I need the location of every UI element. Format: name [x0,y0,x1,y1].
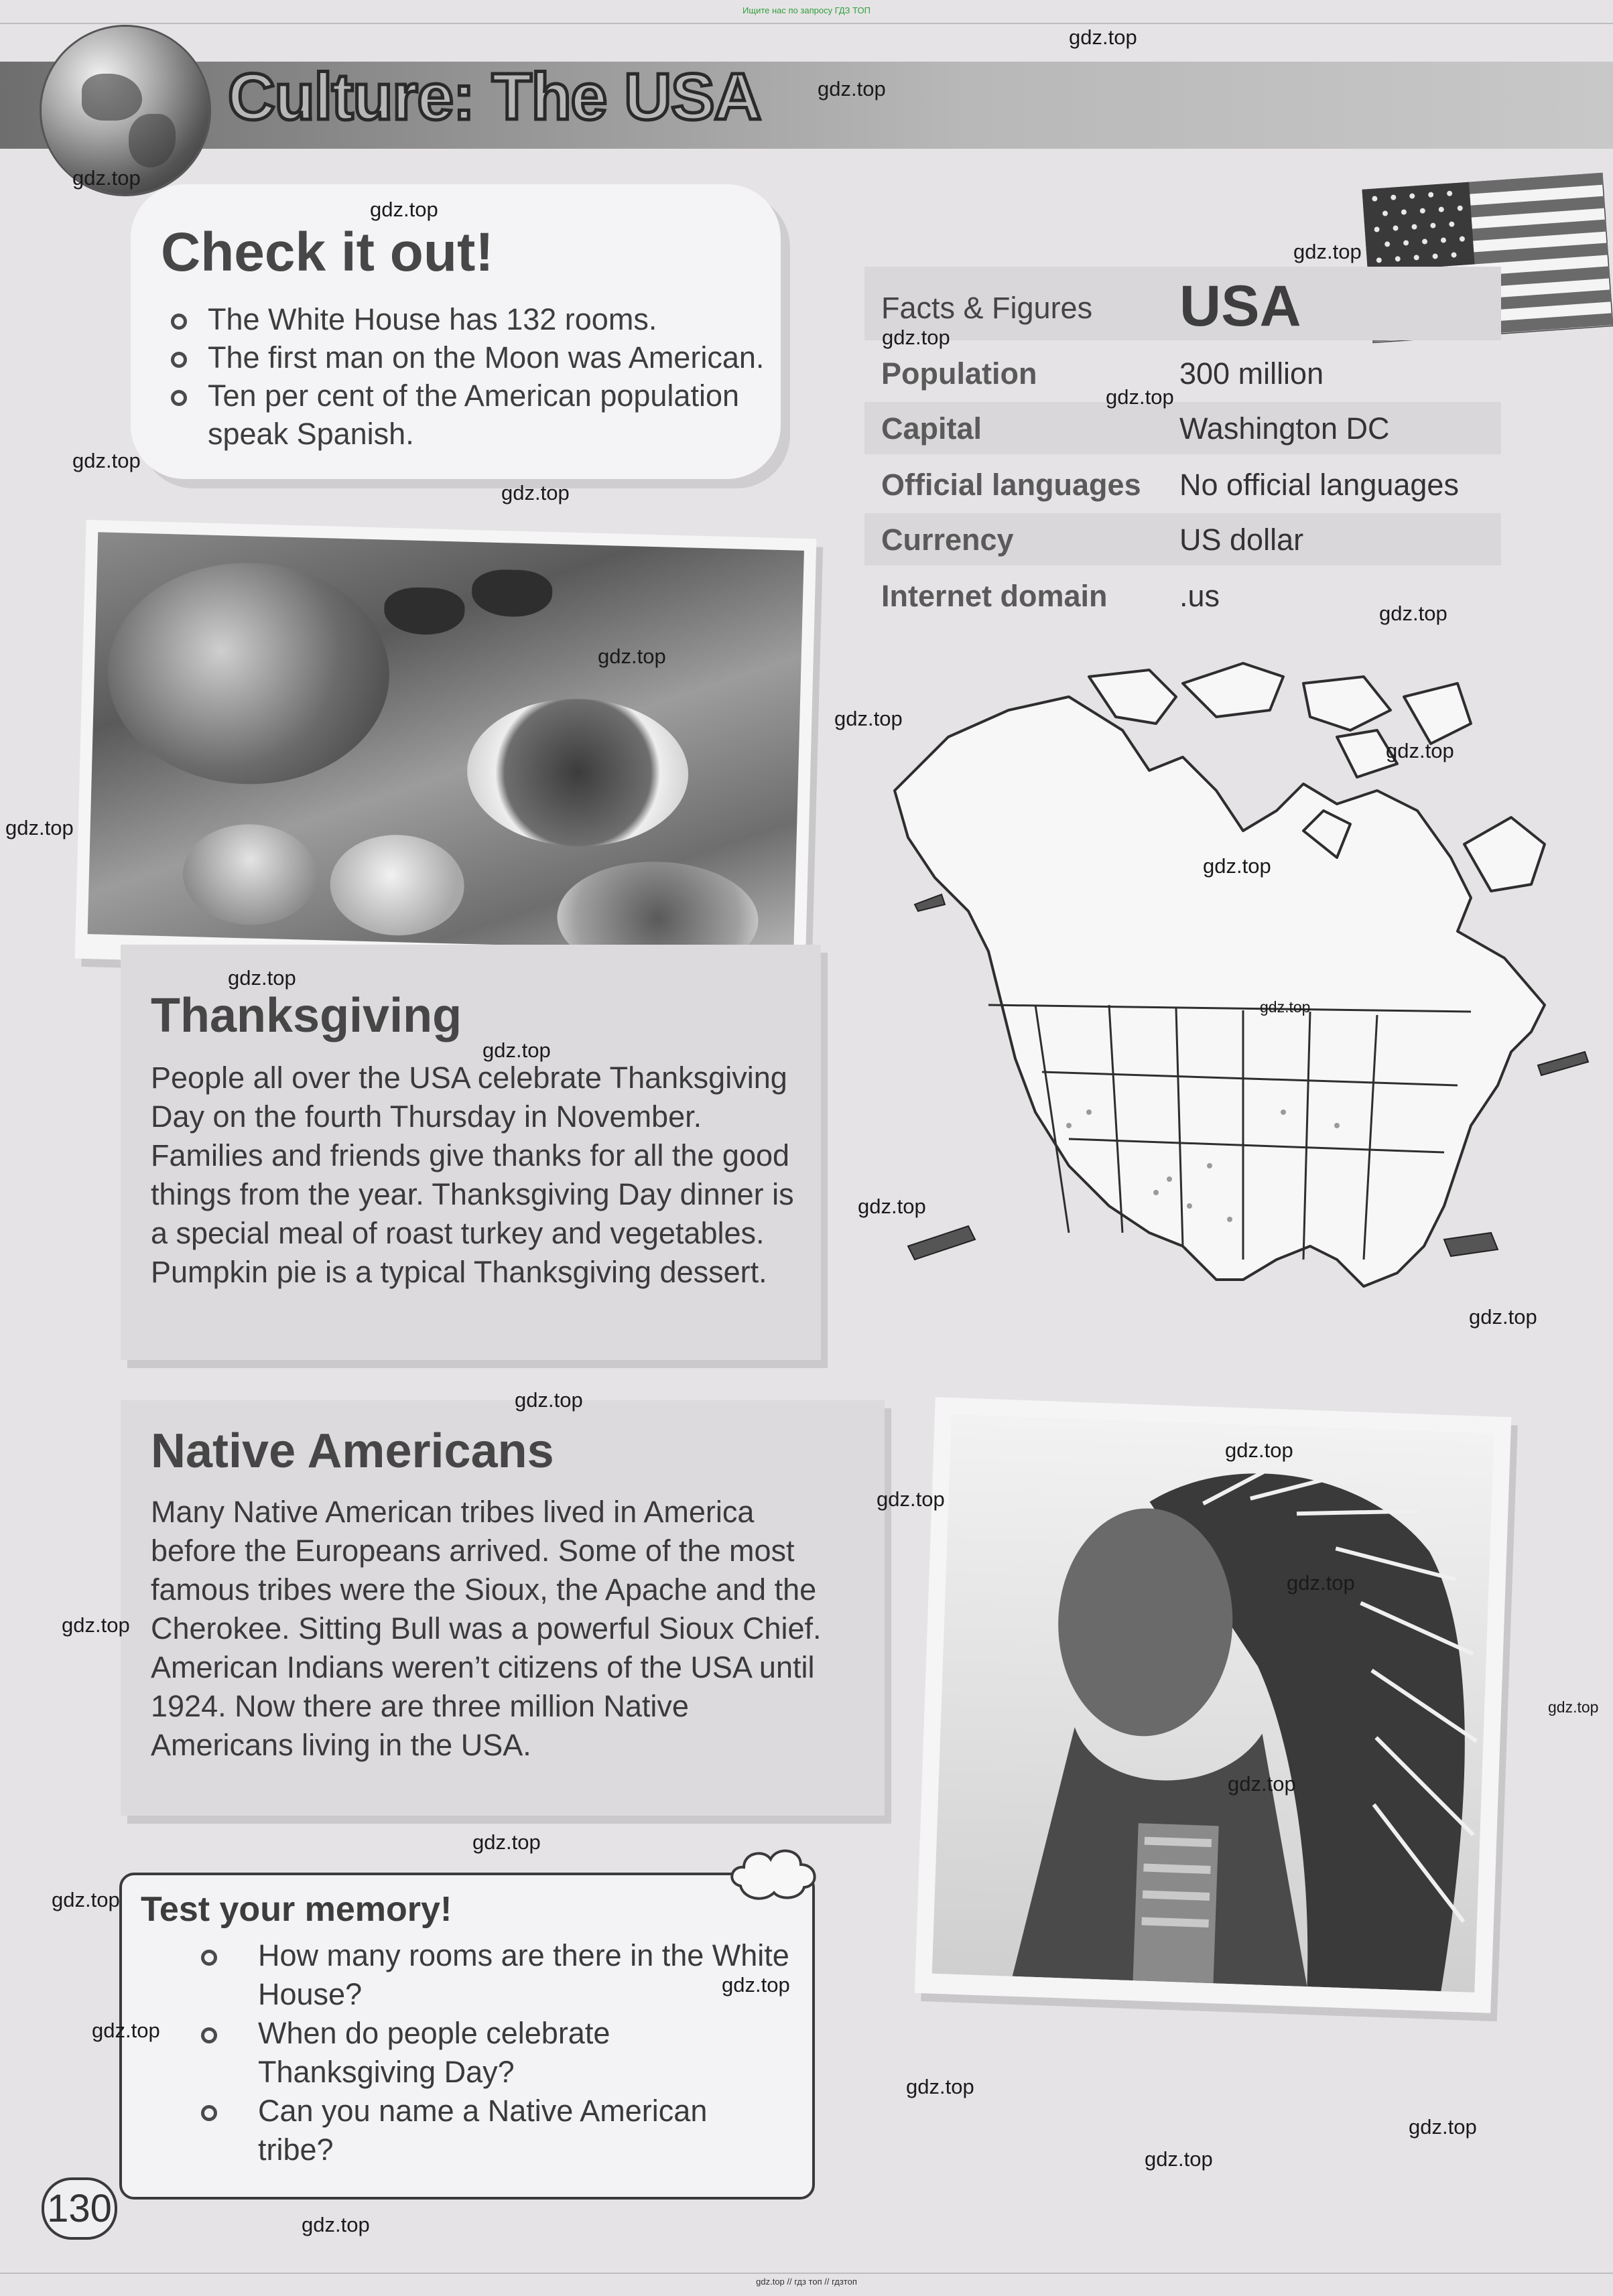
watermark: gdz.top [906,2075,974,2098]
watermark: gdz.top [1409,2115,1477,2139]
bottom-banner[interactable]: gdz.top // гдз топ // гдзтоп [756,2277,857,2287]
table-row [864,458,1501,511]
watermark: gdz.top [1228,1772,1296,1796]
watermark: gdz.top [1106,385,1174,409]
table-row [864,402,1501,454]
watermark: gdz.top [858,1195,926,1218]
watermark: gdz.top [1379,602,1447,625]
watermark: gdz.top [370,198,438,221]
check-it-out-list [171,300,774,453]
watermark: gdz.top [1548,1698,1599,1716]
watermark: gdz.top [1287,1571,1355,1595]
top-divider [0,23,1613,24]
watermark: gdz.top [1260,998,1311,1016]
fact-label: Capital [881,411,982,446]
watermark: gdz.top [72,449,141,472]
watermark: gdz.top [882,326,950,349]
fact-label: Official languages [881,468,1141,502]
watermark: gdz.top [1225,1438,1293,1462]
watermark: gdz.top [1069,25,1137,49]
thanksgiving-text: People all over the USA celebrate Thanksgiving Day on the fourth Thursday in November. Families and friends give thanks for all the good things from the year. Thanksgiving Day dinner is a special meal of roast turkey and vegetables. Pumpkin pie is a typical Thanksgiving dessert. [151,1061,794,1289]
check-it-out-title: Check it out! [161,222,494,283]
watermark: gdz.top [72,166,141,190]
fact-label: Currency [881,523,1014,557]
fact-label: Population [881,356,1037,391]
table-row [864,513,1501,565]
list-item: How many rooms are there in the White House? [201,1936,791,2014]
north-america-map [868,657,1592,1333]
watermark: gdz.top [62,1613,130,1637]
watermark: gdz.top [92,2019,160,2042]
fact-label: Internet domain [881,579,1108,613]
watermark: gdz.top [515,1388,583,1412]
fact-value: 300 million [1179,356,1324,391]
watermark: gdz.top [1469,1305,1537,1329]
native-americans-text: Many Native American tribes lived in America before the Europeans arrived. Some of the most famous tribes were the Sioux, the Apache and the Cherokee. Sitting Bull was a powerful Sioux Chief. American Indians weren’t citizens of the USA until 1924. Now there are three million Native Americans living in the USA. [151,1495,822,1762]
test-memory-list [201,1936,791,2169]
watermark: gdz.top [472,1830,541,1854]
glass [471,569,553,618]
watermark: gdz.top [52,1888,120,1911]
watermark: gdz.top [5,816,74,839]
watermark: gdz.top [1293,240,1362,263]
page-title: Culture: The USA [228,60,761,133]
page-number: 130 [42,2177,117,2240]
fact-value: No official languages [1179,468,1459,502]
watermark: gdz.top [818,77,886,100]
dish [556,859,759,952]
watermark: gdz.top [834,707,903,730]
salad-plate [465,696,690,850]
watermark: gdz.top [482,1038,551,1062]
bottom-divider [0,2273,1613,2274]
list-item: When do people celebrate Thanksgiving Day? [201,2014,791,2092]
watermark: gdz.top [501,481,570,504]
fact-value: .us [1179,579,1220,613]
fact-value: Washington DC [1179,411,1390,446]
watermark: gdz.top [722,1973,790,1997]
sitting-bull-photo [915,1397,1512,2013]
facts-heading-value: USA [1179,274,1301,338]
watermark: gdz.top [228,966,296,990]
facts-heading-label: Facts & Figures [881,291,1093,325]
native-americans-title: Native Americans [151,1424,554,1478]
list-item: Ten per cent of the American population speak Spanish. [171,377,774,453]
turkey [105,559,392,788]
watermark: gdz.top [302,2213,370,2236]
table-row [864,347,1501,399]
pumpkin [329,833,466,937]
watermark: gdz.top [877,1487,945,1511]
fact-value: US dollar [1179,523,1304,557]
test-memory-title: Test your memory! [141,1890,452,1929]
bowl [182,823,318,927]
watermark: gdz.top [1386,739,1454,762]
thanksgiving-photo-image [88,532,804,952]
thanksgiving-title: Thanksgiving [151,989,462,1042]
thought-cloud-icon [727,1846,821,1906]
list-item: The White House has 132 rooms. [171,300,774,338]
watermark: gdz.top [598,645,666,668]
glass [383,587,465,636]
watermark: gdz.top [1145,2147,1213,2171]
watermark: gdz.top [1203,854,1271,878]
top-banner[interactable]: Ищите нас по запросу ГДЗ ТОП [743,5,870,15]
list-item: Can you name a Native American tribe? [201,2092,791,2169]
facts-header-row [864,267,1501,340]
thanksgiving-photo [75,520,817,977]
portrait-illustration [932,1414,1494,1993]
list-item: The first man on the Moon was American. [171,338,774,377]
sitting-bull-photo-image [932,1414,1494,1993]
